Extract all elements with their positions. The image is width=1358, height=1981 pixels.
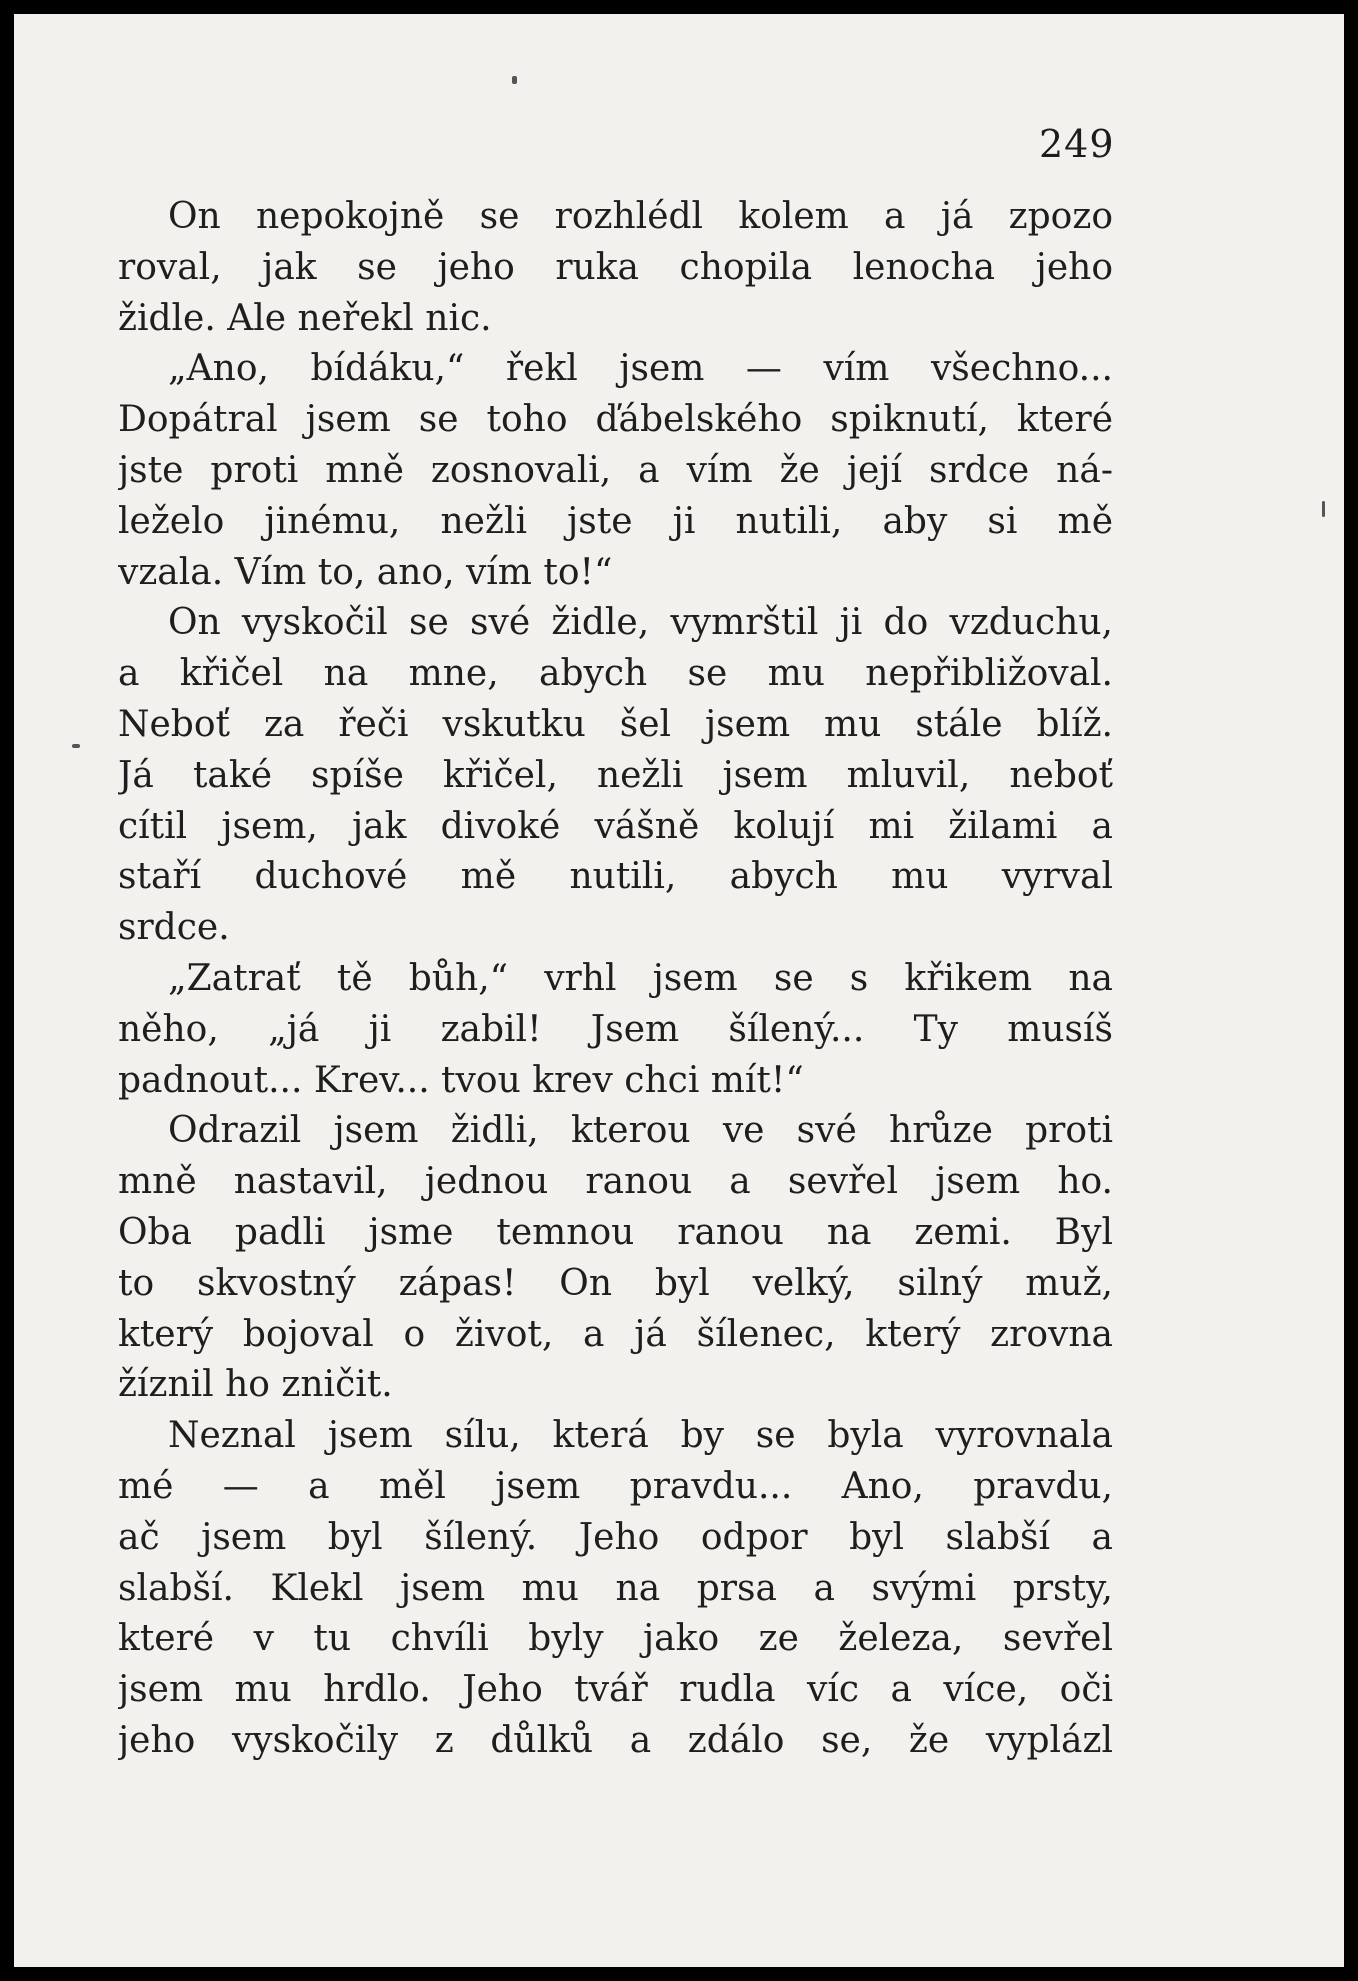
text-line: Neznal jsem sílu, která by se byla vyrovnala [168,1415,1113,1457]
text-line: to skvostný zápas! On byl velký, silný muž, [118,1262,1113,1304]
text-line: ač jsem byl šílený. Jeho odpor byl slabší a [118,1516,1113,1558]
text-line: židle. Ale neřekl nic. [118,297,492,339]
text-line: slabší. Klekl jsem mu na prsa a svými prsty, [118,1567,1113,1609]
text-line: staří duchové mě nutili, abych mu vyrval [118,856,1113,898]
text-line: mé — a měl jsem pravdu... Ano, pravdu, [118,1465,1113,1507]
text-line: cítil jsem, jak divoké vášně kolují mi žilami a [118,805,1113,847]
text-line: Odrazil jsem židli, kterou ve své hrůze proti [168,1110,1113,1152]
text-line: které v tu chvíli byly jako ze železa, sevřel [118,1618,1113,1660]
text-line: roval, jak se jeho ruka chopila lenocha jeho [118,246,1113,288]
text-line: srdce. [118,907,230,949]
text-line: vzala. Vím to, ano, vím to!“ [118,551,613,593]
text-line: leželo jinému, nežli jste ji nutili, aby si mě [118,500,1113,542]
ink-speck [72,744,80,748]
book-page [14,14,1344,1967]
text-line: jsem mu hrdlo. Jeho tvář rudla víc a více, oči [118,1669,1113,1711]
text-line: Neboť za řeči vskutku šel jsem mu stále blíž. [118,703,1113,745]
text-line: který bojoval o život, a já šílenec, který zrovna [118,1313,1113,1355]
text-line: jste proti mně zosnovali, a vím že její srdce ná- [118,449,1113,491]
text-line: On nepokojně se rozhlédl kolem a já zpozo [168,196,1113,237]
text-line: mně nastavil, jednou ranou a sevřel jsem ho. [118,1161,1113,1203]
text-line: Oba padli jsme temnou ranou na zemi. Byl [118,1211,1113,1253]
text-line: a křičel na mne, abych se mu nepřibližoval. [118,653,1113,695]
text-line: „Zatrať tě bůh,“ vrhl jsem se s křikem na [168,957,1113,999]
text-line: Já také spíše křičel, nežli jsem mluvil, neboť [118,754,1113,796]
text-line: On vyskočil se své židle, vymrštil ji do vzduchu, [168,602,1113,644]
ink-speck [512,76,517,84]
body-text [118,192,1113,1767]
text-line: jeho vyskočily z důlků a zdálo se, že vyplázl [118,1719,1113,1761]
page-number: 249 [1039,122,1115,166]
text-line: padnout... Krev... tvou krev chci mít!“ [118,1059,804,1101]
text-line: něho, „já ji zabil! Jsem šílený... Ty musíš [118,1008,1113,1050]
text-line: „Ano, bídáku,“ řekl jsem — vím všechno... [168,348,1113,390]
ink-speck [1322,501,1325,517]
text-line: žíznil ho zničit. [118,1364,393,1406]
text-line: Dopátral jsem se toho ďábelského spiknutí, které [118,399,1113,441]
